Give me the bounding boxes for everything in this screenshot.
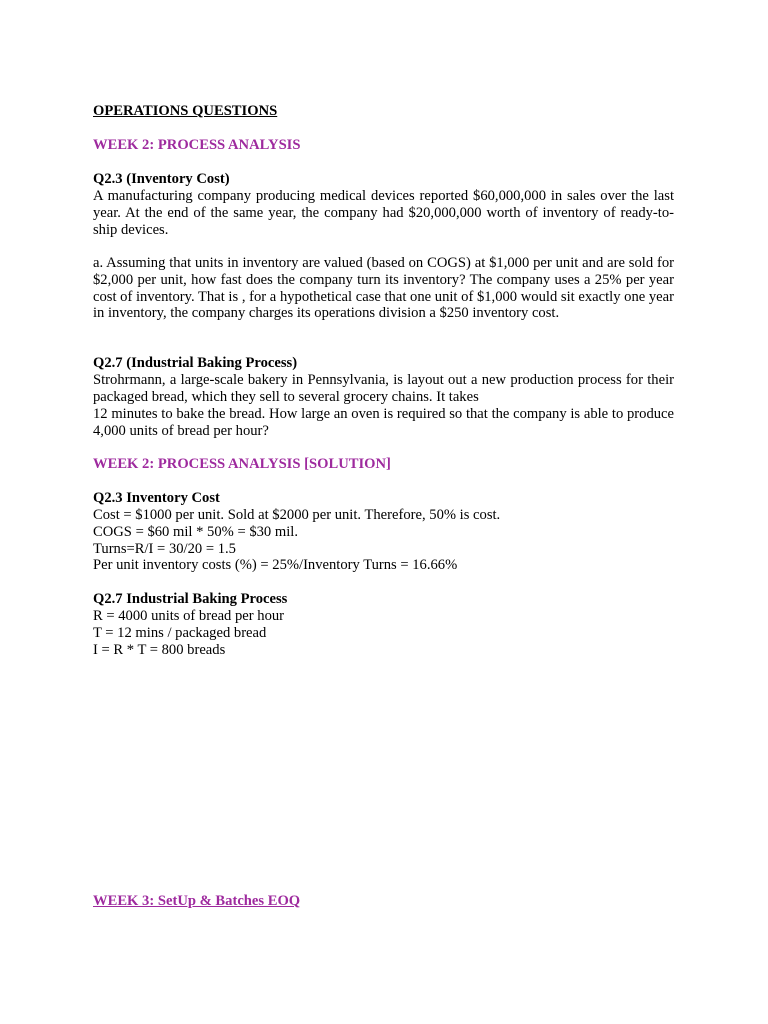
q27-text-line1: Strohrmann, a large-scale bakery in Pennsylvania, is layout out a new production process for their packaged bread, which they sell to several grocery chains. It takes — [93, 372, 674, 405]
q27-heading: Q2.7 (Industrial Baking Process) — [93, 355, 298, 371]
sol27-heading: Q2.7 Industrial Baking Process — [93, 591, 288, 607]
sol23-line: Turns=R/I = 30/20 = 1.5 — [93, 540, 236, 557]
sol23-line: COGS = $60 mil * 50% = $30 mil. — [93, 523, 298, 540]
solution-heading: WEEK 2: PROCESS ANALYSIS [SOLUTION] — [93, 456, 391, 472]
document-page — [93, 0, 674, 1024]
q23-heading: Q2.3 (Inventory Cost) — [93, 171, 230, 187]
sol27-line: T = 12 mins / packaged bread — [93, 624, 267, 641]
document-title: OPERATIONS QUESTIONS — [93, 103, 278, 119]
week2-heading: WEEK 2: PROCESS ANALYSIS — [93, 137, 301, 153]
sol27-line: R = 4000 units of bread per hour — [93, 608, 285, 624]
sol27-line: I = R * T = 800 breads — [93, 641, 226, 658]
sol23-heading: Q2.3 Inventory Cost — [93, 490, 220, 506]
sol23-line: Cost = $1000 per unit. Sold at $2000 per unit. Therefore, 50% is cost. — [93, 507, 501, 523]
sol27-lines — [93, 608, 674, 658]
sol23-line: Per unit inventory costs (%) = 25%/Inventory Turns = 16.66% — [93, 557, 458, 574]
sol23-lines — [93, 507, 674, 574]
week3-heading[interactable]: WEEK 3: SetUp & Batches EOQ — [93, 893, 301, 909]
q27-text-line2: 12 minutes to bake the bread. How large an oven is required so that the company is able to produce 4,000 units of bread per hour? — [93, 406, 674, 439]
q23-intro: A manufacturing company producing medical devices reported $60,000,000 in sales over the last year. At the end of the same year, the company had $20,000,000 worth of inventory of ready-to-ship devices. — [93, 188, 674, 238]
q23-part-a: a. Assuming that units in inventory are valued (based on COGS) at $1,000 per unit and are sold for $2,000 per unit, how fast does the company turn its inventory? The company uses a 25% per year cost of inventory. That is , for a hypothetical case that one unit of $1,000 would sit exactly one year in inventory, the company charges its operations division a $250 inventory cost. — [93, 255, 674, 322]
